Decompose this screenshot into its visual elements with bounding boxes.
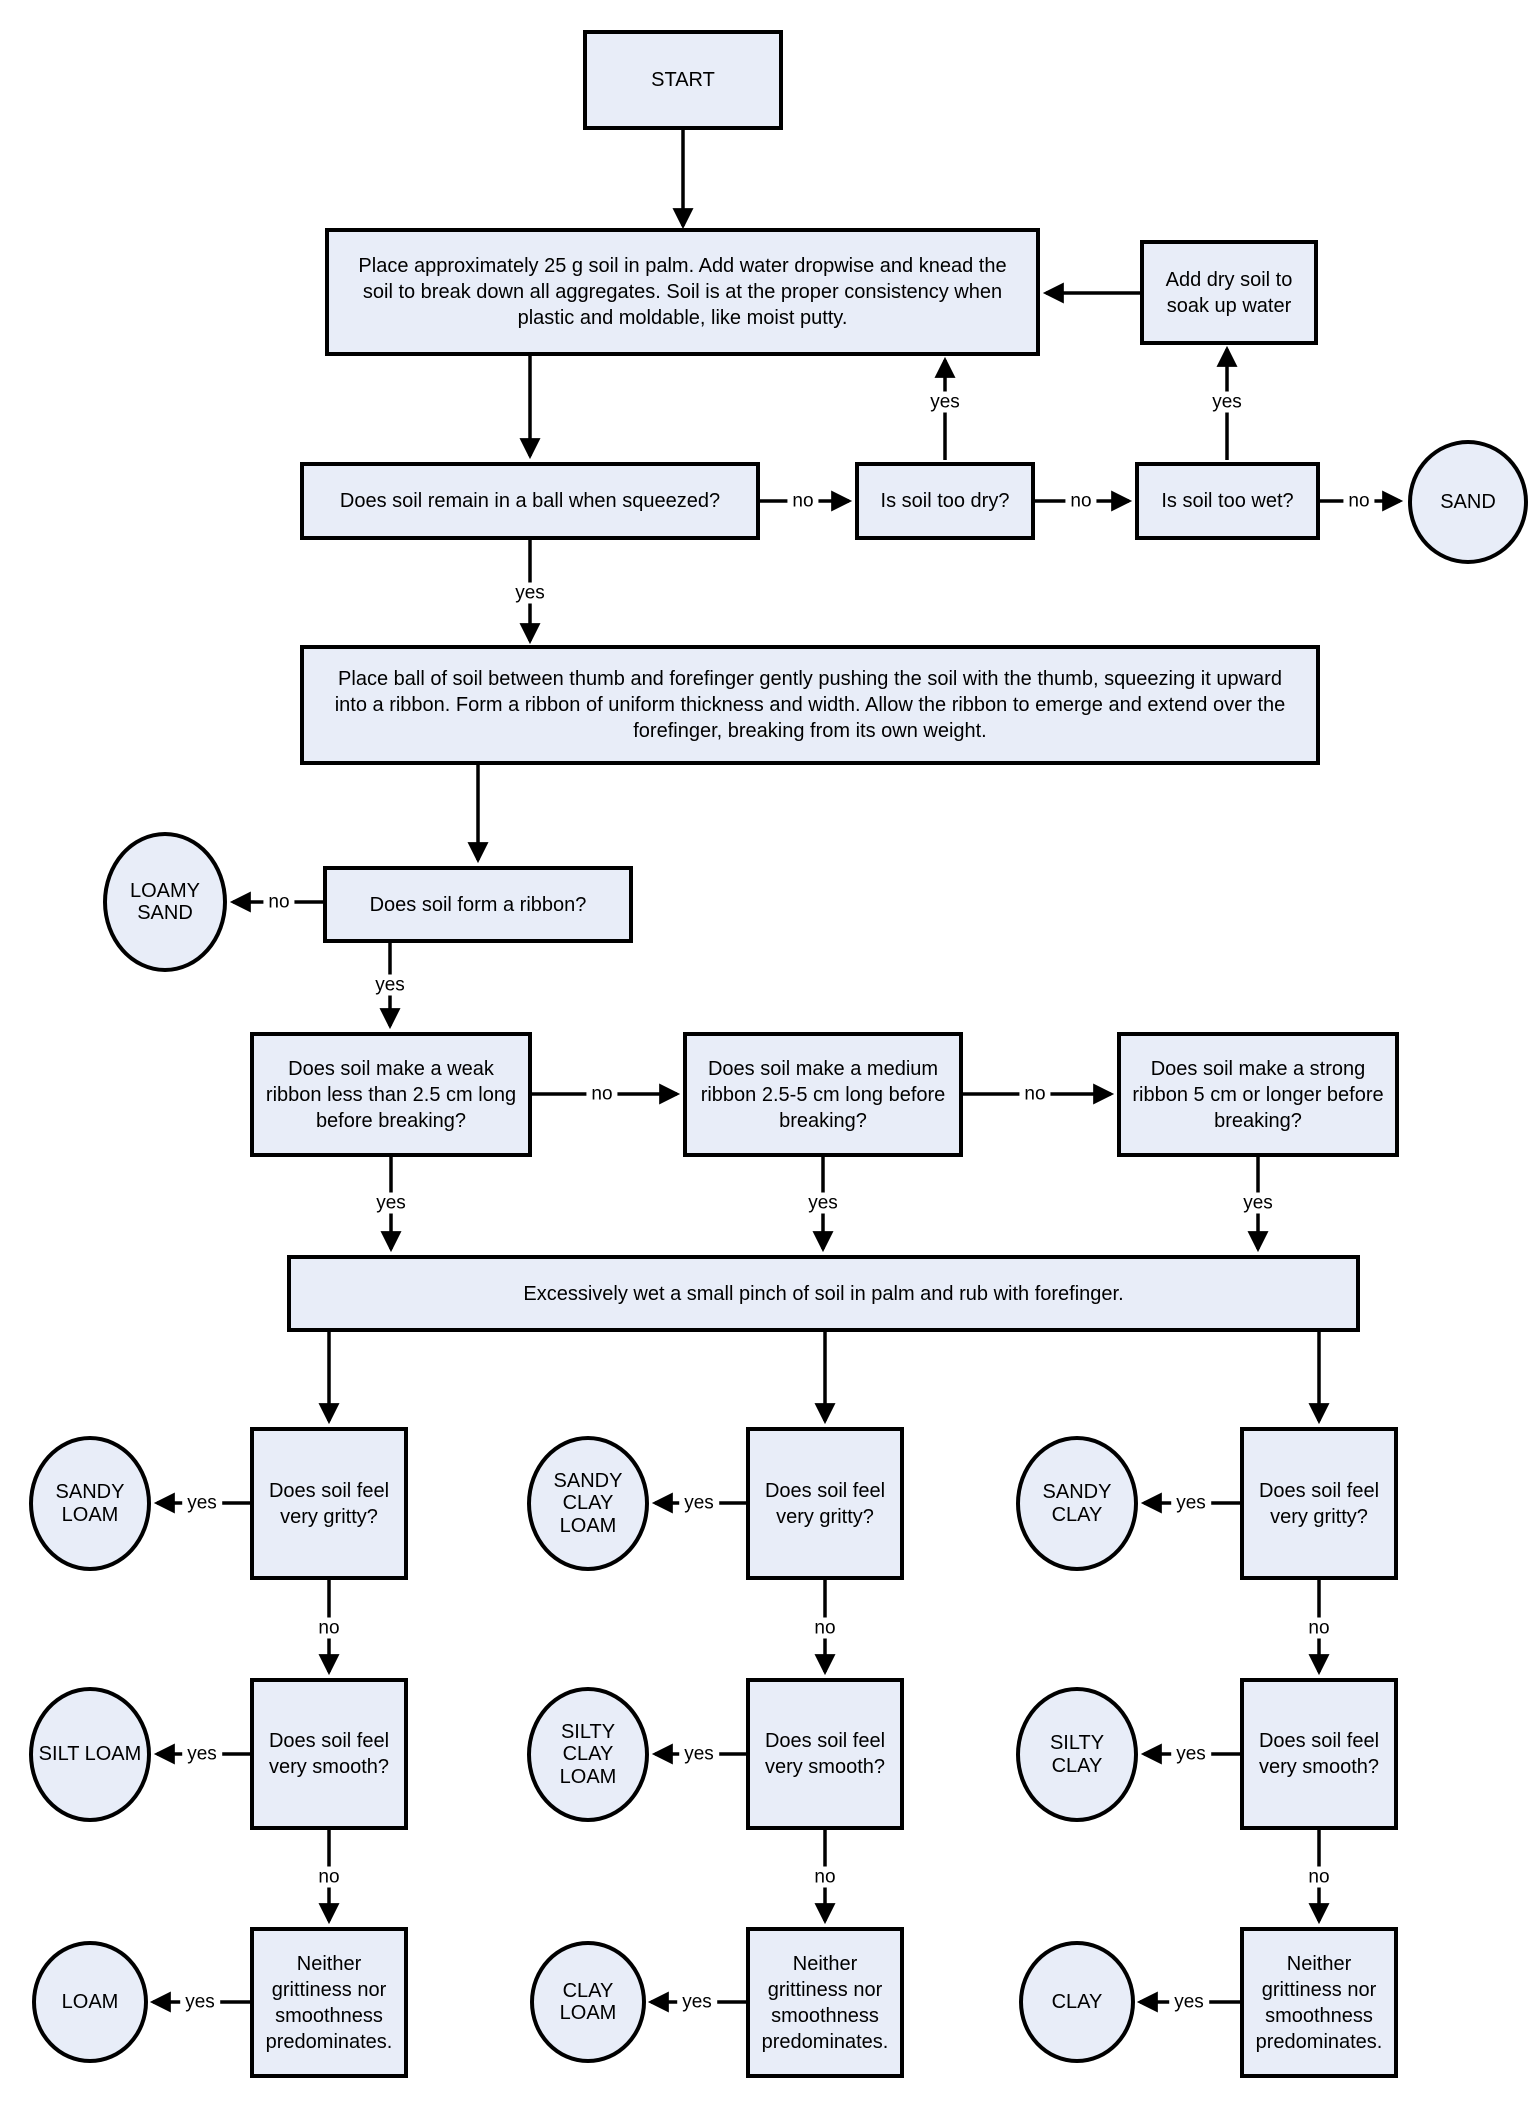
- node-smooth-question-2: Does soil feel very smooth?: [746, 1678, 904, 1830]
- node-start: START: [583, 30, 783, 130]
- node-ball-question: Does soil remain in a ball when squeezed?: [300, 462, 760, 540]
- node-gritty-question-2: Does soil feel very gritty?: [746, 1427, 904, 1580]
- label-no-smooth3: no: [1303, 1867, 1334, 1888]
- label-yes-neither2: yes: [677, 1992, 717, 2013]
- node-smooth-question-3: Does soil feel very smooth?: [1240, 1678, 1398, 1830]
- label-no-ball: no: [787, 491, 818, 512]
- terminal-silty-clay-loam: SILTY CLAY LOAM: [527, 1687, 649, 1822]
- label-yes-toodry: yes: [925, 392, 965, 413]
- node-wet-pinch-instruction: Excessively wet a small pinch of soil in palm and rub with forefinger.: [287, 1255, 1360, 1332]
- node-neither-question-3: Neither grittiness nor smoothness predominates.: [1240, 1927, 1398, 2078]
- node-neither-question-2: Neither grittiness nor smoothness predominates.: [746, 1927, 904, 2078]
- node-too-wet-question: Is soil too wet?: [1135, 462, 1320, 540]
- terminal-sand: SAND: [1408, 440, 1528, 564]
- label-yes-neither1: yes: [180, 1992, 220, 2013]
- node-smooth-question-1: Does soil feel very smooth?: [250, 1678, 408, 1830]
- label-yes-ribbon: yes: [370, 975, 410, 996]
- label-no-medium: no: [1019, 1084, 1050, 1105]
- label-no-gritty1: no: [313, 1618, 344, 1639]
- label-no-smooth2: no: [809, 1867, 840, 1888]
- label-yes-smooth2: yes: [679, 1744, 719, 1765]
- label-yes-gritty2: yes: [679, 1493, 719, 1514]
- node-ribbon-question: Does soil form a ribbon?: [323, 866, 633, 943]
- label-yes-gritty1: yes: [182, 1493, 222, 1514]
- terminal-clay-loam: CLAY LOAM: [530, 1941, 646, 2063]
- label-no-toodry: no: [1065, 491, 1096, 512]
- terminal-silty-clay: SILTY CLAY: [1016, 1687, 1138, 1822]
- terminal-loam: LOAM: [32, 1941, 148, 2063]
- label-no-smooth1: no: [313, 1867, 344, 1888]
- label-yes-toowet: yes: [1207, 392, 1247, 413]
- terminal-sandy-loam: SANDY LOAM: [29, 1436, 151, 1571]
- label-yes-smooth3: yes: [1171, 1744, 1211, 1765]
- label-no-weak: no: [586, 1084, 617, 1105]
- label-no-gritty2: no: [809, 1618, 840, 1639]
- node-too-dry-question: Is soil too dry?: [855, 462, 1035, 540]
- node-ribbon-instructions: Place ball of soil between thumb and forefinger gently pushing the soil with the thumb, squeezing it upward into a ribbon. Form a ribbon of uniform thickness and width. Allow the ribbon to emerge and extend over the forefinger, breaking from its own weight.: [300, 645, 1320, 765]
- node-weak-ribbon-question: Does soil make a weak ribbon less than 2.5 cm long before breaking?: [250, 1032, 532, 1157]
- terminal-clay: CLAY: [1019, 1941, 1135, 2063]
- terminal-sandy-clay-loam: SANDY CLAY LOAM: [527, 1436, 649, 1571]
- label-yes-strong: yes: [1238, 1193, 1278, 1214]
- node-gritty-question-3: Does soil feel very gritty?: [1240, 1427, 1398, 1580]
- label-yes-ball: yes: [510, 583, 550, 604]
- label-no-ribbon: no: [263, 892, 294, 913]
- label-yes-smooth1: yes: [182, 1744, 222, 1765]
- label-no-toowet: no: [1343, 491, 1374, 512]
- label-no-gritty3: no: [1303, 1618, 1334, 1639]
- terminal-sandy-clay: SANDY CLAY: [1016, 1436, 1138, 1571]
- terminal-silt-loam: SILT LOAM: [29, 1687, 151, 1822]
- node-strong-ribbon-question: Does soil make a strong ribbon 5 cm or longer before breaking?: [1117, 1032, 1399, 1157]
- terminal-loamy-sand: LOAMY SAND: [103, 832, 227, 972]
- node-knead-instructions: Place approximately 25 g soil in palm. Add water dropwise and knead the soil to break down all aggregates. Soil is at the proper consistency when plastic and moldable, like moist putty.: [325, 228, 1040, 356]
- node-add-dry-soil: Add dry soil to soak up water: [1140, 240, 1318, 345]
- node-neither-question-1: Neither grittiness nor smoothness predominates.: [250, 1927, 408, 2078]
- node-gritty-question-1: Does soil feel very gritty?: [250, 1427, 408, 1580]
- node-medium-ribbon-question: Does soil make a medium ribbon 2.5-5 cm long before breaking?: [683, 1032, 963, 1157]
- label-yes-gritty3: yes: [1171, 1493, 1211, 1514]
- label-yes-medium: yes: [803, 1193, 843, 1214]
- label-yes-neither3: yes: [1169, 1992, 1209, 2013]
- label-yes-weak: yes: [371, 1193, 411, 1214]
